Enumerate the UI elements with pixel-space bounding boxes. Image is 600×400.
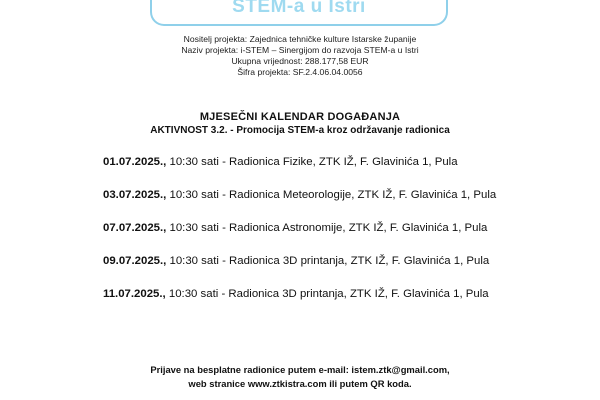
logo-text: STEM-a u Istri (232, 0, 366, 17)
project-name: Naziv projekta: i-STEM – Sinergijom do razvoja STEM-a u Istri (181, 45, 419, 55)
event-date: 03.07.2025., (103, 189, 167, 201)
calendar-subtitle: AKTIVNOST 3.2. - Promocija STEM-a kroz održavanje radionica (150, 125, 450, 136)
event-date: 11.07.2025., (103, 288, 166, 300)
calendar-title: MJESEČNI KALENDAR DOGAĐANJA (199, 111, 401, 123)
registration-info (0, 363, 600, 391)
event-date: 07.07.2025., (103, 222, 167, 234)
event-details: 10:30 sati - Radionica Astronomije, ZTK IŽ, F. Glavinića 1, Pula (166, 222, 488, 234)
project-code: Šifra projekta: SF.2.4.06.04.0056 (237, 67, 363, 77)
registration-email-line: Prijave na besplatne radionice putem e-mail: istem.ztk@gmail.com, (150, 364, 450, 375)
event-details: 10:30 sati - Radionica 3D printanja, ZTK IŽ, F. Glavinića 1, Pula (165, 288, 489, 300)
event-item (103, 188, 583, 221)
event-item (103, 287, 583, 320)
event-date: 01.07.2025., (103, 156, 167, 168)
event-item (103, 221, 583, 254)
event-item (103, 254, 583, 287)
project-info (0, 34, 600, 78)
logo-frame (150, 0, 448, 26)
event-details: 10:30 sati - Radionica Meteorologije, ZTK IŽ, F. Glavinića 1, Pula (166, 189, 497, 201)
project-holder: Nositelj projekta: Zajednica tehničke kulture Istarske županije (183, 34, 417, 44)
event-details: 10:30 sati - Radionica 3D printanja, ZTK IŽ, F. Glavinića 1, Pula (166, 255, 490, 267)
event-list (103, 155, 583, 320)
registration-web-line: web stranice www.ztkistra.com ili putem QR koda. (188, 378, 412, 389)
event-item (103, 155, 583, 188)
project-value: Ukupna vrijednost: 288.177,58 EUR (231, 56, 369, 66)
event-details: 10:30 sati - Radionica Fizike, ZTK IŽ, F. Glavinića 1, Pula (166, 156, 458, 168)
event-date: 09.07.2025., (103, 255, 167, 267)
